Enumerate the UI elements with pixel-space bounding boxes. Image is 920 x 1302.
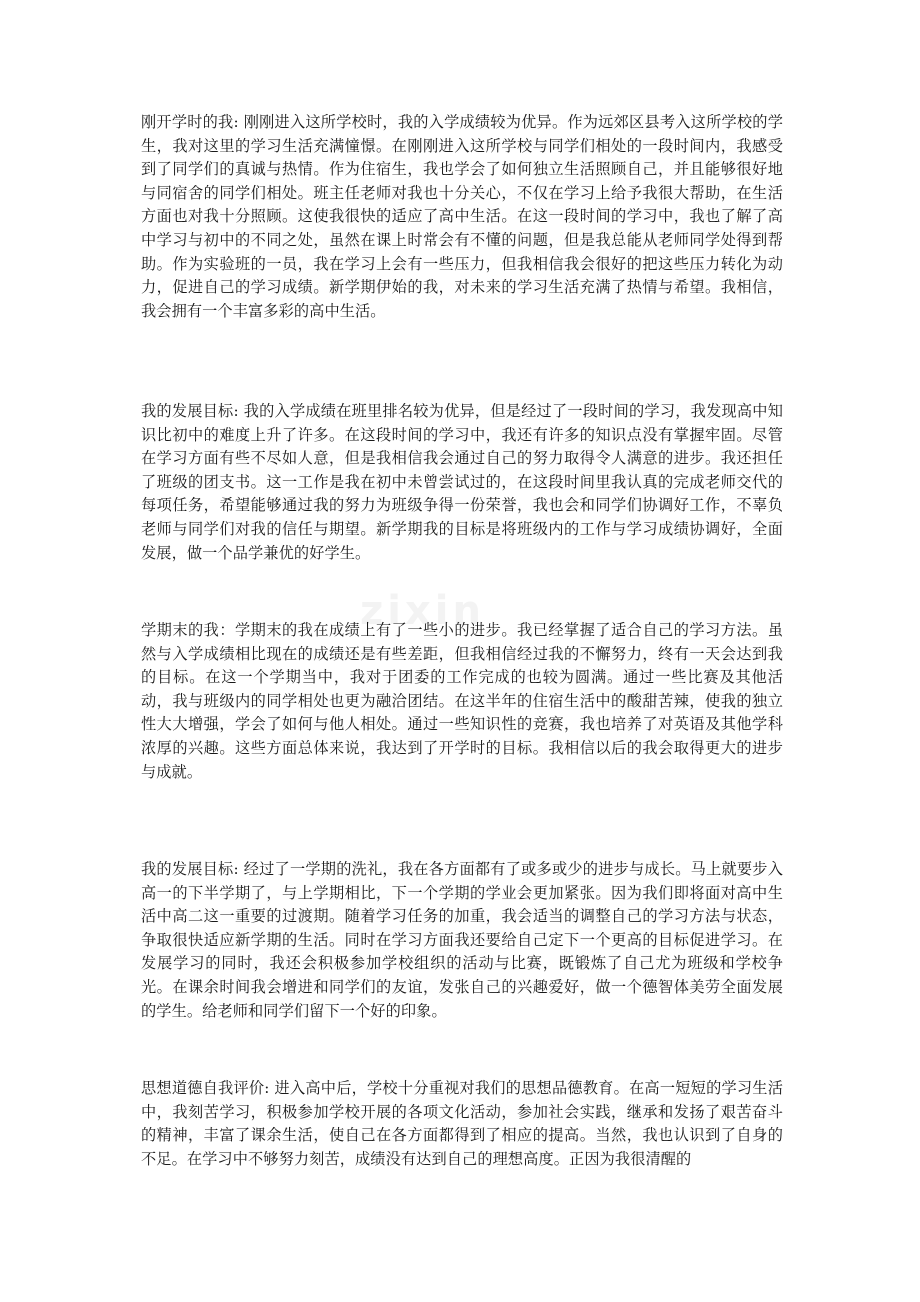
watermark: zixin <box>360 588 485 634</box>
paragraph-end-of-term: 学期末的我：学期末的我在成绩上有了一些小的进步。我已经掌握了适合自己的学习方法。虽然与入学成绩相比现在的成绩还是有些差距，但我相信经过我的不懈努力，终有一天会达到我的目标。在这一个学期当中，我对于团委的工作完成的也较为圆满。通过一些比赛及其他活动，我与班级内的同学相处也更为融洽团结。在这半年的住宿生活中的酸甜苦辣，使我的独立性大大增强，学会了如何与他人相处。通过一些知识性的竞赛，我也培养了对英语及其他学科浓厚的兴趣。这些方面总体来说，我达到了开学时的目标。我相信以后的我会取得更大的进步与成就。 <box>141 621 783 781</box>
paragraph-development-goal-2: 我的发展目标: 经过了一学期的洗礼，我在各方面都有了或多或少的进步与成长。马上就要步入高一的下半学期了，与上学期相比，下一个学期的学业会更加紧张。因为我们即将面对高中生活中高二这一重要的过渡期。随着学习任务的加重，我会适当的调整自己的学习方法与状态，争取很快适应新学期的生活。同时在学习方面我还要给自己定下一个更高的目标促进学习。在发展学习的同时，我还会积极参加学校组织的活动与比赛，既锻炼了自己尤为班级和学校争光。在课余时间我会增进和同学们的友谊，发张自己的兴趣爱好，做一个德智体美劳全面发展的学生。给老师和同学们留下一个好的印象。 <box>141 860 783 1020</box>
paragraph-moral-self-evaluation: 思想道德自我评价: 进入高中后，学校十分重视对我们的思想品德教育。在高一短短的学习生活中，我刻苦学习，积极参加学校开展的各项文化活动，参加社会实践，继承和发扬了艰苦奋斗的精神，丰富了课余生活，使自己在各方面都得到了相应的提高。当然，我也认识到了自身的不足。在学习中不够努力刻苦，成绩没有达到自己的理想高度。正因为我很清醒的 <box>141 1079 783 1168</box>
paragraph-development-goal-1: 我的发展目标: 我的入学成绩在班里排名较为优异，但是经过了一段时间的学习，我发现高中知识比初中的难度上升了许多。在这段时间的学习中，我还有许多的知识点没有掌握牢固。尽管在学习方面有些不尽如人意，但是我相信我会通过自己的努力取得令人满意的进步。我还担任了班级的团支书。这一工作是我在初中未曾尝试过的，在这段时间里我认真的完成老师交代的每项任务，希望能够通过我的努力为班级争得一份荣誉，我也会和同学们协调好工作，不辜负老师与同学们对我的信任与期望。新学期我的目标是将班级内的工作与学习成绩协调好，全面发展，做一个品学兼优的好学生。 <box>141 402 783 562</box>
paragraph-start-of-term: 刚开学时的我: 刚刚进入这所学校时，我的入学成绩较为优异。作为远郊区县考入这所学校的学生，我对这里的学习生活充满憧憬。在刚刚进入这所学校与同学们相处的一段时间内，我感受到了同学们的真诚与热情。作为住宿生，我也学会了如何独立生活照顾自己，并且能够很好地与同宿舍的同学们相处。班主任老师对我也十分关心，不仅在学习上给予我很大帮助，在生活方面也对我十分照顾。这使我很快的适应了高中生活。在这一段时间的学习中，我也了解了高中学习与初中的不同之处，虽然在课上时常会有不懂的问题，但是我总能从老师同学处得到帮助。作为实验班的一员，我在学习上会有一些压力，但我相信我会很好的把这些压力转化为动力，促进自己的学习成绩。新学期伊始的我，对未来的学习生活充满了热情与希望。我相信，我会拥有一个丰富多彩的高中生活。 <box>141 113 783 320</box>
